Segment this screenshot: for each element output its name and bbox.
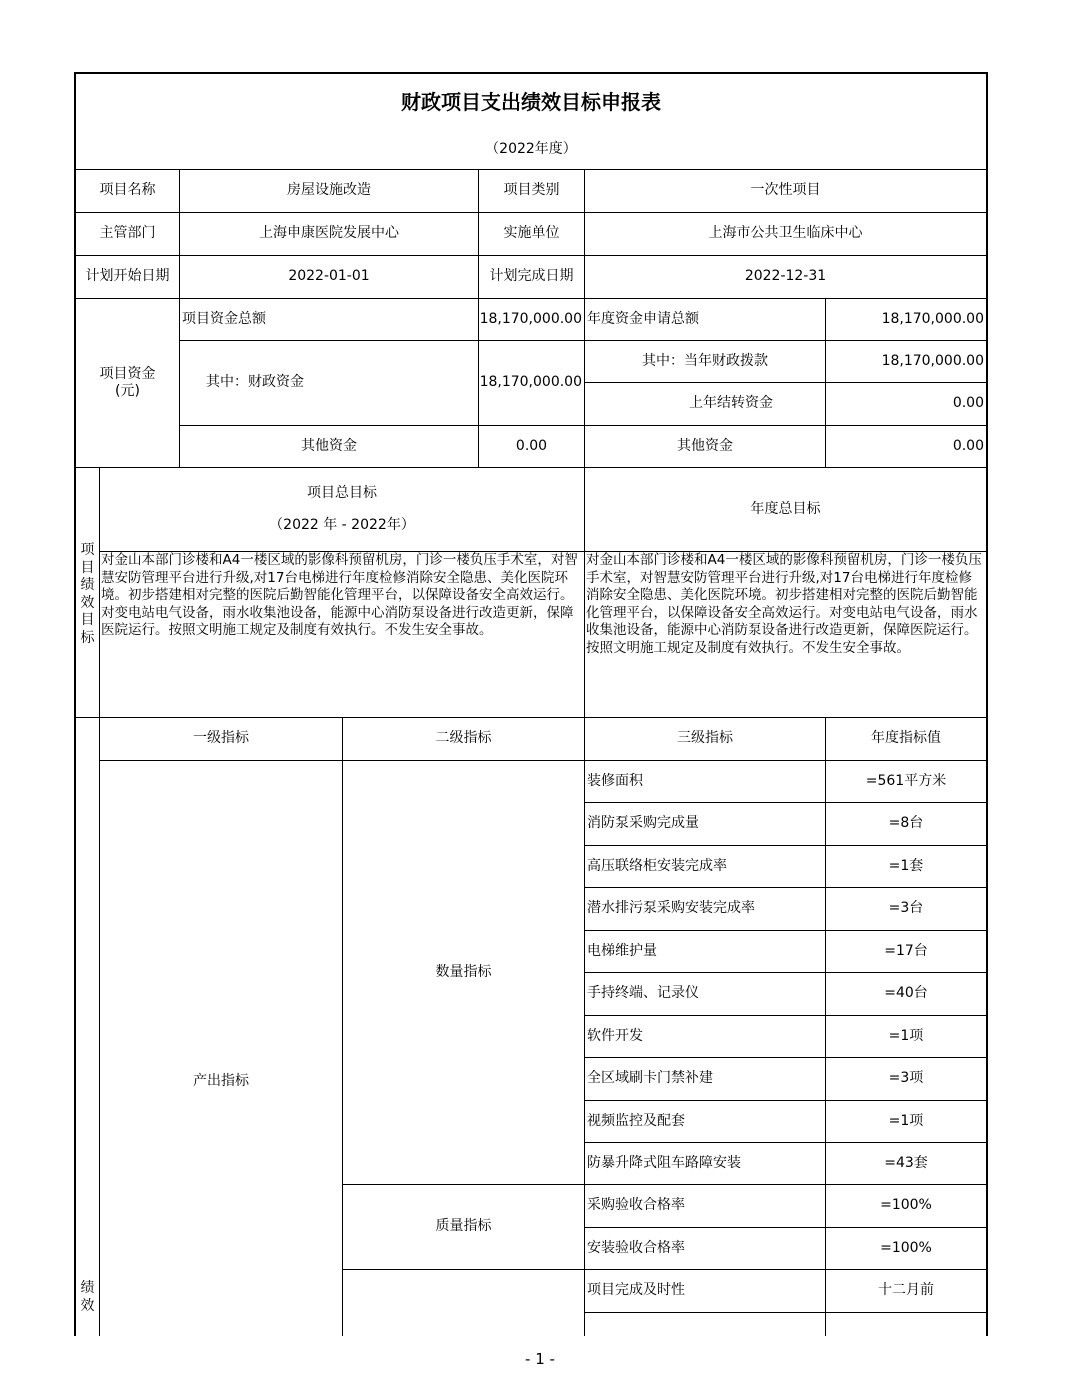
indicator-name: 装修面积 [585,761,826,803]
indicator-value: =8台 [826,803,986,846]
indicator-value: =1项 [826,1016,986,1058]
other-funds-label: 其他资金 [180,426,479,468]
unit-value: 上海市公共卫生临床中心 [585,213,986,256]
indicator-value: =1套 [826,846,986,888]
total-funds-label: 项目资金总额 [180,299,479,341]
annual-funds-label: 年度资金申请总额 [585,299,826,341]
indicator-name: 项目完成及时性 [585,1270,826,1313]
header-level1: 一级指标 [100,718,343,761]
project-type-label: 项目类别 [479,170,585,213]
indicator-name: 采购验收合格率 [585,1185,826,1228]
fiscal-funds-label: 其中：财政资金 [180,341,479,426]
indicator-name: 消防泵采购完成量 [585,803,826,846]
indicator-name: 电梯维护量 [585,931,826,973]
indicator-value: =561平方米 [826,761,986,803]
indicator-value: =100% [826,1228,986,1270]
annual-other-funds-label: 其他资金 [585,426,826,468]
indicator-value: =1项 [826,1101,986,1143]
indicators-section-label: 绩效 [76,718,100,1336]
project-type-value: 一次性项目 [585,170,986,213]
project-name-label: 项目名称 [76,170,180,213]
total-funds-value: 18,170,000.00 [479,299,585,341]
form-subtitle: （2022年度） [76,130,986,170]
level2-quantity-indicator: 数量指标 [343,761,585,1185]
page-number: - 1 - [525,1350,555,1368]
goals-section-label: 项目绩效目标 [76,468,100,718]
funds-section-label: 项目资金 (元) [76,299,180,468]
fiscal-funds-value: 18,170,000.00 [479,341,585,426]
carryover-label: 上年结转资金 [585,383,826,426]
current-appropriation-value: 18,170,000.00 [826,341,986,383]
indicator-value: =40台 [826,973,986,1016]
indicator-name: 潜水排污泵采购安装完成率 [585,888,826,931]
indicator-name: 软件开发 [585,1016,826,1058]
indicator-name: 安装验收合格率 [585,1228,826,1270]
header-level2: 二级指标 [343,718,585,761]
indicator-name: 手持终端、记录仪 [585,973,826,1016]
indicator-value: =17台 [826,931,986,973]
performance-target-form [74,72,988,1336]
dept-value: 上海申康医院发展中心 [180,213,479,256]
annual-goal-heading: 年度总目标 [585,468,986,552]
current-appropriation-label: 其中：当年财政拨款 [585,341,826,383]
indicator-name: 高压联络柜安装完成率 [585,846,826,888]
level1-output-indicator: 产出指标 [100,761,343,1336]
start-date-value: 2022-01-01 [180,256,479,299]
indicator-name: 防暴升降式阻车路障安装 [585,1143,826,1185]
overall-goal-text: 对金山本部门诊楼和A4一楼区域的影像科预留机房，门诊一楼负压手术室，对智慧安防管理平台进行升级,对17台电梯进行年度检修消除安全隐患、美化医院环境。初步搭建相对完整的医院后勤智能化管理平台，以保障设备安全高效运行。对变电站电气设备，雨水收集池设备，能源中心消防泵设备进行改造更新，保障医院运行。按照文明施工规定及制度有效执行。不发生安全事故。 [100,552,585,718]
indicator-value: =3台 [826,888,986,931]
header-level3: 三级指标 [585,718,826,761]
start-date-label: 计划开始日期 [76,256,180,299]
level2-timeliness-indicator [343,1270,585,1336]
end-date-label: 计划完成日期 [479,256,585,299]
annual-funds-value: 18,170,000.00 [826,299,986,341]
indicator-value: =100% [826,1185,986,1228]
header-annual-value: 年度指标值 [826,718,986,761]
dept-label: 主管部门 [76,213,180,256]
overall-goal-heading: 项目总目标 （2022 年 - 2022年） [100,468,585,552]
end-date-value: 2022-12-31 [585,256,986,299]
indicator-value: 十二月前 [826,1270,986,1313]
indicator-value [826,1313,986,1336]
carryover-value: 0.00 [826,383,986,426]
level2-quality-indicator: 质量指标 [343,1185,585,1270]
indicator-name: 视频监控及配套 [585,1101,826,1143]
indicator-value: =43套 [826,1143,986,1185]
indicator-value: =3项 [826,1058,986,1101]
unit-label: 实施单位 [479,213,585,256]
annual-other-funds-value: 0.00 [826,426,986,468]
indicator-name [585,1313,826,1336]
project-name-value: 房屋设施改造 [180,170,479,213]
form-title: 财政项目支出绩效目标申报表 [401,89,661,114]
other-funds-value: 0.00 [479,426,585,468]
annual-goal-text: 对金山本部门诊楼和A4一楼区域的影像科预留机房，门诊一楼负压手术室，对智慧安防管理平台进行升级,对17台电梯进行年度检修消除安全隐患、美化医院环境。初步搭建相对完整的医院后勤智能化管理平台，以保障设备安全高效运行。对变电站电气设备，雨水收集池设备，能源中心消防泵设备进行改造更新，保障医院运行。按照文明施工规定及制度有效执行。不发生安全事故。 [585,552,986,718]
indicator-name: 全区域刷卡门禁补建 [585,1058,826,1101]
